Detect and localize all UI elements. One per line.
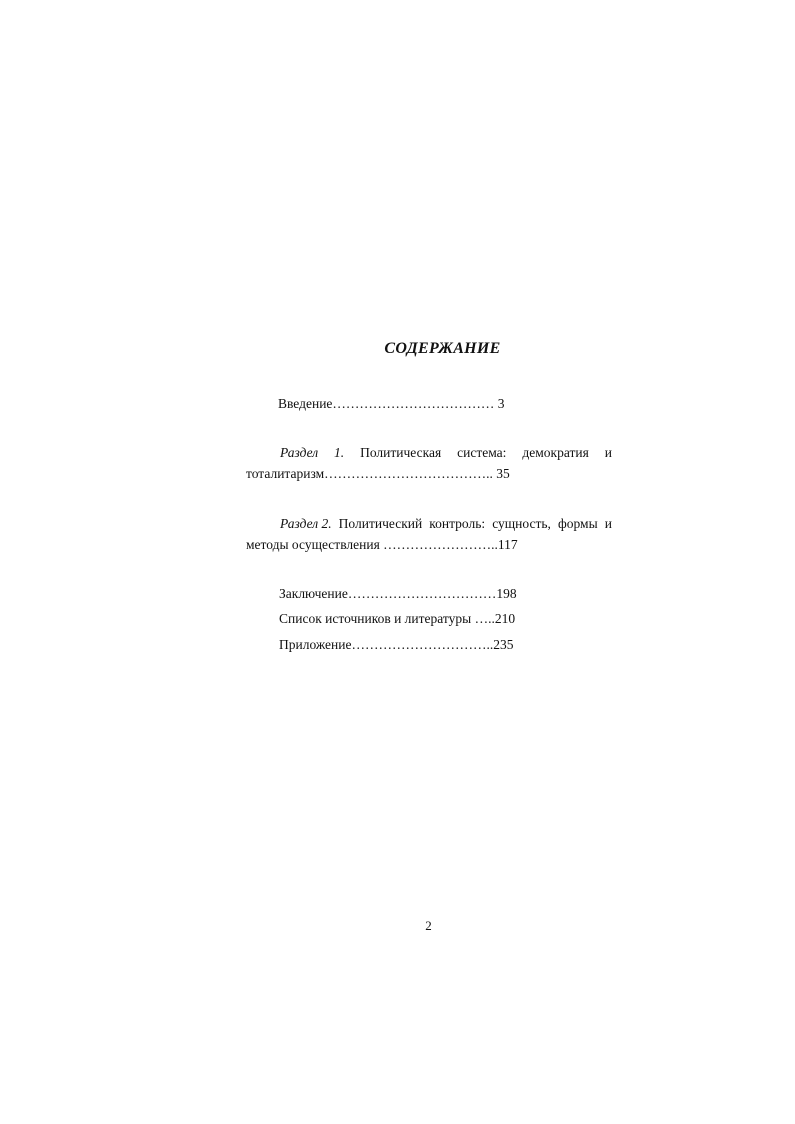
toc-entry-section2-line1 (246, 515, 612, 533)
toc-page-number: 35 (496, 466, 510, 481)
toc-entry-label: методы осуществления (246, 537, 380, 552)
toc-leader-dots: …………………………… (347, 586, 497, 601)
toc-entry-label: Заключение (279, 586, 348, 601)
toc-word: сущность, (492, 516, 551, 531)
toc-word: контроль: (429, 516, 486, 531)
section-number: 1. (334, 445, 345, 460)
page-number: 2 (425, 918, 432, 933)
section-prefix: Раздел 2. (280, 516, 332, 531)
toc-entry-section1-line1 (246, 444, 612, 462)
toc-word: и (604, 516, 612, 531)
toc-word: демократия (522, 445, 589, 460)
toc-word: Политический (338, 516, 423, 531)
toc-entry-appendix (279, 636, 513, 654)
toc-entry-intro (278, 395, 505, 413)
toc-word: система: (457, 445, 507, 460)
toc-word: и (604, 445, 612, 460)
toc-entry-label: тоталитаризм (246, 466, 325, 481)
toc-entry-section1-line2 (246, 465, 510, 483)
toc-leader-dots: ……………………………….. (324, 466, 497, 481)
toc-page-number: 117 (497, 537, 518, 552)
toc-leader-dots: …………………….. (379, 537, 498, 552)
toc-page-number: 3 (497, 396, 505, 411)
toc-entry-sources (279, 610, 515, 628)
toc-leader-dots: ………………………….. (351, 637, 494, 652)
toc-entry-label: Приложение (279, 637, 352, 652)
toc-entry-label: Введение (278, 396, 333, 411)
toc-leader-dots: ….. (471, 611, 495, 626)
toc-word: Политическая (360, 445, 442, 460)
toc-title: СОДЕРЖАНИЕ (384, 340, 501, 357)
toc-entry-conclusion (279, 585, 517, 603)
toc-page-number: 210 (494, 611, 516, 626)
toc-page-number: 235 (493, 637, 514, 652)
toc-entry-label: Список источников и литературы (279, 611, 472, 626)
toc-page-number: 198 (496, 586, 517, 601)
toc-entry-section2-line2 (246, 536, 518, 554)
toc-word: формы (557, 516, 598, 531)
section-prefix: Раздел (280, 445, 319, 460)
toc-leader-dots: ……………………………… (332, 396, 498, 411)
